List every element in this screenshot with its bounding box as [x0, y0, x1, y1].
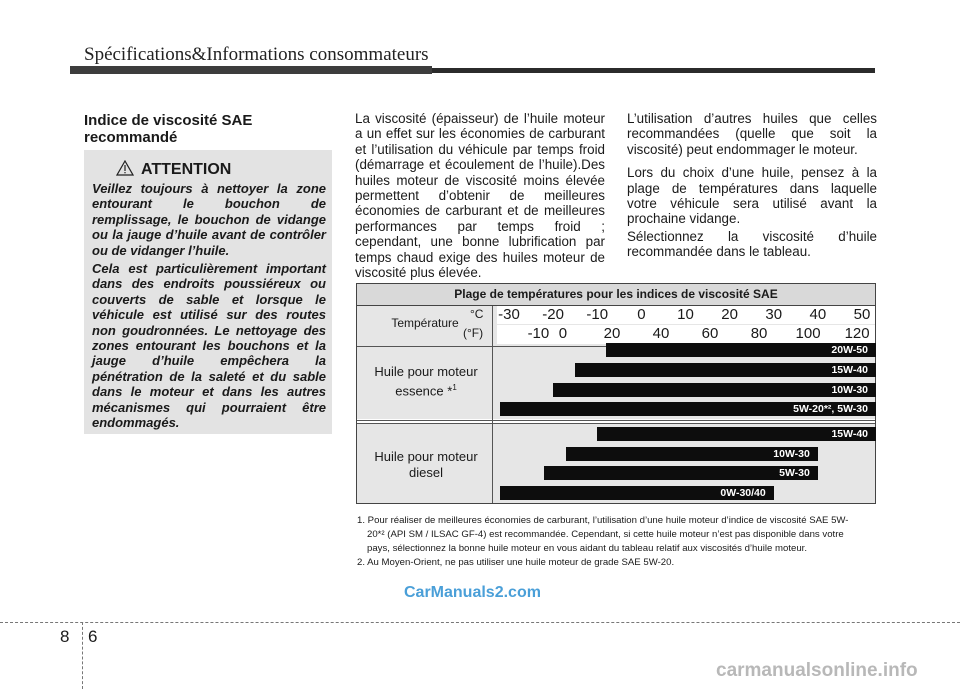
gasoline-bar: 20W-50 — [606, 343, 876, 357]
unit-celsius: °C — [470, 307, 484, 321]
gasoline-label-line-1: Huile pour moteur — [374, 364, 478, 379]
attention-paragraph-1: Veillez toujours à nettoyer la zone entourant le bouchon de remplissage, le bouchon de vidange ou la jauge d’huile avant de contrôler ou de vidanger l’huile. — [92, 181, 326, 258]
fahrenheit-tick: 120 — [844, 325, 870, 342]
gasoline-bar: 15W-40 — [575, 363, 876, 377]
fahrenheit-tick: 40 — [652, 325, 670, 342]
footnotes — [357, 514, 879, 570]
celsius-tick: 50 — [853, 306, 871, 323]
choice-paragraph: Lors du choix d’une huile, pensez à la plage de températures dans laquelle votre véhicule sera utilisé avant la prochaine vidange. — [627, 165, 877, 227]
page-number-section: 8 — [60, 627, 70, 646]
watermark-link[interactable]: CarManuals2.com — [404, 584, 541, 601]
header-title: Spécifications&Informations consommateurs — [84, 44, 429, 65]
diesel-bar: 10W-30 — [566, 447, 818, 461]
attention-title: ATTENTION — [141, 161, 232, 178]
celsius-tick: 40 — [809, 306, 827, 323]
table-title: Plage de températures pour les indices de viscosité SAE — [356, 283, 876, 306]
celsius-tick: -20 — [542, 306, 564, 323]
note-1-line-3: pays, sélectionnez la bonne huile moteur en vous aidant du tableau relatif aux viscosités d’huile moteur. — [367, 543, 807, 554]
page-number-page: 6 — [88, 627, 98, 646]
celsius-tick: -10 — [586, 306, 609, 323]
note-1-line-1: 1. Pour réaliser de meilleures économies de carburant, l’utilisation d’une huile moteur d’indice de viscosité SAE 5W- — [357, 515, 849, 526]
gasoline-bar: 10W-30 — [553, 383, 876, 397]
attention-paragraph-2: Cela est particulièrement important dans des endroits poussiéreux ou couverts de sable et lorsque le véhicule est utilisé sur des routes non goudronnées. Le nettoyage des zones entourant les bouchons et la jauge d’huile empêchera la pénétration de la saleté et du sable dans le moteur et dans les autres mécanismes qui pourraient être endommagés. — [92, 261, 326, 431]
temperature-label: Température — [391, 316, 459, 330]
fahrenheit-tick: 60 — [701, 325, 719, 342]
footer-brand: carmanualsonline.info — [716, 660, 918, 681]
other-oils-paragraph: L’utilisation d’autres huiles que celles recommandées (quelle que soit la viscosité) peut endommager le moteur. — [627, 111, 877, 157]
gasoline-bar: 5W-20*², 5W-30 — [500, 402, 876, 416]
select-paragraph: Sélectionnez la viscosité d’huile recommandée dans le tableau. — [627, 228, 877, 260]
fahrenheit-tick: -10 — [527, 325, 550, 342]
diesel-bar: 15W-40 — [597, 427, 876, 441]
section-title: Indice de viscosité SAE recommandé — [84, 112, 253, 146]
fahrenheit-tick: 20 — [603, 325, 621, 342]
fahrenheit-tick: 0 — [558, 325, 568, 342]
note-2: 2. Au Moyen-Orient, ne pas utiliser une huile moteur de grade SAE 5W-20. — [357, 557, 675, 568]
note-1-line-2: 20*² (API SM / ILSAC GF-4) est recommandée. Cependant, si cette huile moteur n’est pas disponible dans votre — [367, 529, 844, 540]
celsius-tick: -30 — [498, 306, 520, 323]
celsius-tick: 30 — [765, 306, 783, 323]
unit-fahrenheit: (°F) — [463, 326, 484, 340]
diesel-bar: 0W-30/40 — [500, 486, 774, 500]
celsius-tick: 20 — [721, 306, 738, 323]
diesel-label-line-1: Huile pour moteur — [374, 449, 478, 464]
celsius-tick: 0 — [637, 306, 646, 323]
viscosity-paragraph: La viscosité (épaisseur) de l’huile moteur a un effet sur les économies de carburant et l’utilisation du véhicule par temps froid (démarrage et écoulement de l’huile).Des huiles moteur de viscosité moins élevée permettent d’obtenir de meilleures économies de carburant et de meilleures performances par temps froid ; cependant, une bonne lubrification par temps chaud exige des huiles moteur de viscosité plus élevée. — [355, 111, 605, 281]
gasoline-footnote-mark: 1 — [452, 383, 457, 392]
celsius-tick: 10 — [677, 306, 694, 323]
diesel-bar: 5W-30 — [544, 466, 818, 480]
gasoline-label-text: essence * — [395, 383, 453, 399]
fahrenheit-tick: 80 — [750, 325, 768, 342]
footer-divider — [82, 622, 83, 689]
footer-rule — [0, 622, 960, 623]
diesel-label-line-2: diesel — [409, 465, 443, 480]
fahrenheit-tick: 100 — [795, 325, 821, 342]
